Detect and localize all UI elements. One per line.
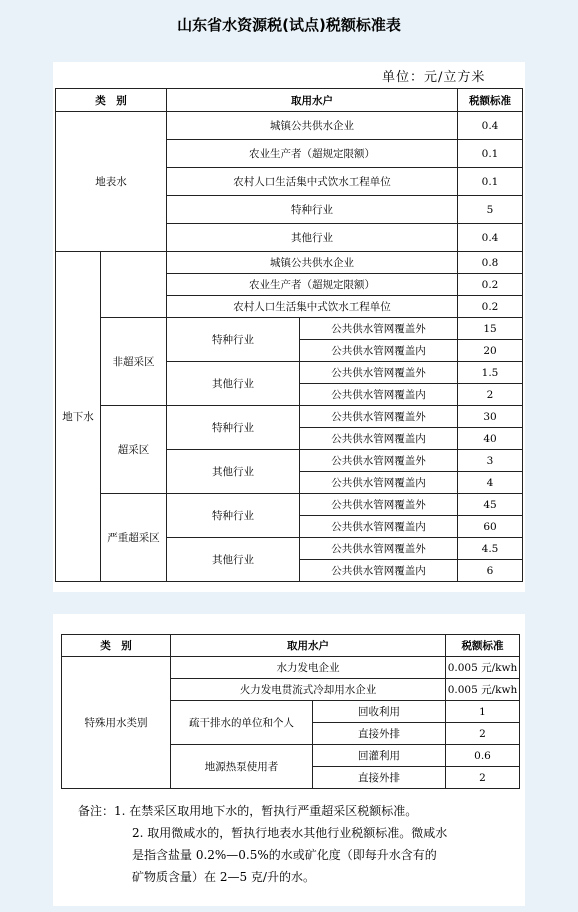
note-2-line3: 矿物质含量）在 2—5 克/升的水。 (132, 870, 315, 884)
table-cell: 公共供水管网覆盖内 (300, 384, 458, 406)
table-cell: 30 (458, 406, 523, 428)
table-cell: 2 (446, 767, 520, 789)
table-cell: 公共供水管网覆盖外 (300, 362, 458, 384)
table-cell: 0.8 (458, 252, 523, 274)
table-cell: 5 (458, 196, 523, 224)
table-cell: 农业生产者（超规定限额） (167, 274, 458, 296)
table-cell: 回灌利用 (313, 745, 446, 767)
special-water-table (61, 634, 520, 789)
table-cell: 公共供水管网覆盖外 (300, 538, 458, 560)
industry-label: 其他行业 (167, 362, 300, 406)
table-cell: 公共供水管网覆盖内 (300, 340, 458, 362)
header-rate: 税额标准 (458, 89, 523, 112)
zone-label: 超采区 (101, 406, 167, 494)
table-cell: 公共供水管网覆盖内 (300, 472, 458, 494)
table-cell: 0.4 (458, 112, 523, 140)
zone-label: 非超采区 (101, 318, 167, 406)
table-cell: 4 (458, 472, 523, 494)
table-cell: 直接外排 (313, 767, 446, 789)
table-cell: 0.6 (446, 745, 520, 767)
category-groundwater: 地下水 (56, 252, 101, 582)
table-cell: 45 (458, 494, 523, 516)
unit-label: 单位：元/立方米 (382, 70, 486, 85)
table-cell: 6 (458, 560, 523, 582)
table-cell: 公共供水管网覆盖外 (300, 318, 458, 340)
industry-label: 特种行业 (167, 406, 300, 450)
table-cell: 公共供水管网覆盖外 (300, 494, 458, 516)
table-cell: 60 (458, 516, 523, 538)
note-2-line2: 是指含盐量 0.2%—0.5%的水或矿化度（即每升水含有的 (132, 848, 437, 862)
industry-label: 特种行业 (167, 318, 300, 362)
table-cell: 40 (458, 428, 523, 450)
table-cell: 公共供水管网覆盖外 (300, 406, 458, 428)
table-cell: 15 (458, 318, 523, 340)
page-title: 山东省水资源税(试点)税额标准表 (177, 16, 401, 34)
header-rate: 税额标准 (446, 635, 520, 657)
notes-label: 备注： (78, 804, 115, 818)
note-1: 1. 在禁采区取用地下水的，暂执行严重超采区税额标准。 (114, 804, 418, 818)
table-cell: 4.5 (458, 538, 523, 560)
table-cell: 直接外排 (313, 723, 446, 745)
table-cell: 公共供水管网覆盖内 (300, 516, 458, 538)
tax-rate-table (55, 88, 523, 582)
table-cell: 0.1 (458, 168, 523, 196)
table-cell: 农业生产者（超规定限额） (167, 140, 458, 168)
table-cell: 1.5 (458, 362, 523, 384)
notes (78, 800, 518, 888)
header-category: 类 别 (56, 89, 167, 112)
table-cell: 3 (458, 450, 523, 472)
table-cell: 农村人口生活集中式饮水工程单位 (167, 168, 458, 196)
header-category: 类 别 (62, 635, 171, 657)
table-cell: 地源热泵使用者 (171, 745, 313, 789)
zone-label: 严重超采区 (101, 494, 167, 582)
table-cell: 农村人口生活集中式饮水工程单位 (167, 296, 458, 318)
industry-label: 其他行业 (167, 538, 300, 582)
table-cell: 水力发电企业 (171, 657, 446, 679)
table-cell: 0.1 (458, 140, 523, 168)
header-user: 取用水户 (171, 635, 446, 657)
table-cell: 疏干排水的单位和个人 (171, 701, 313, 745)
table-cell: 0.4 (458, 224, 523, 252)
industry-label: 特种行业 (167, 494, 300, 538)
table-cell: 0.005 元/kwh (446, 679, 520, 701)
table-cell: 城镇公共供水企业 (167, 252, 458, 274)
table-cell: 公共供水管网覆盖外 (300, 450, 458, 472)
table-cell: 0.005 元/kwh (446, 657, 520, 679)
table-cell: 城镇公共供水企业 (167, 112, 458, 140)
note-2-line1: 2. 取用微咸水的，暂执行地表水其他行业税额标准。微咸水 (132, 826, 448, 840)
industry-label: 其他行业 (167, 450, 300, 494)
table-cell: 1 (446, 701, 520, 723)
category-special-water: 特殊用水类别 (62, 657, 171, 789)
table-cell: 0.2 (458, 296, 523, 318)
table-cell (101, 252, 167, 318)
table-cell: 火力发电贯流式冷却用水企业 (171, 679, 446, 701)
header-user: 取用水户 (167, 89, 458, 112)
table-cell: 0.2 (458, 274, 523, 296)
category-surface-water: 地表水 (56, 112, 167, 252)
table-cell: 公共供水管网覆盖内 (300, 560, 458, 582)
table-cell: 公共供水管网覆盖内 (300, 428, 458, 450)
table-cell: 20 (458, 340, 523, 362)
table-cell: 2 (446, 723, 520, 745)
table-cell: 特种行业 (167, 196, 458, 224)
table-cell: 其他行业 (167, 224, 458, 252)
table-cell: 回收利用 (313, 701, 446, 723)
note-line (78, 800, 518, 822)
table-cell: 2 (458, 384, 523, 406)
